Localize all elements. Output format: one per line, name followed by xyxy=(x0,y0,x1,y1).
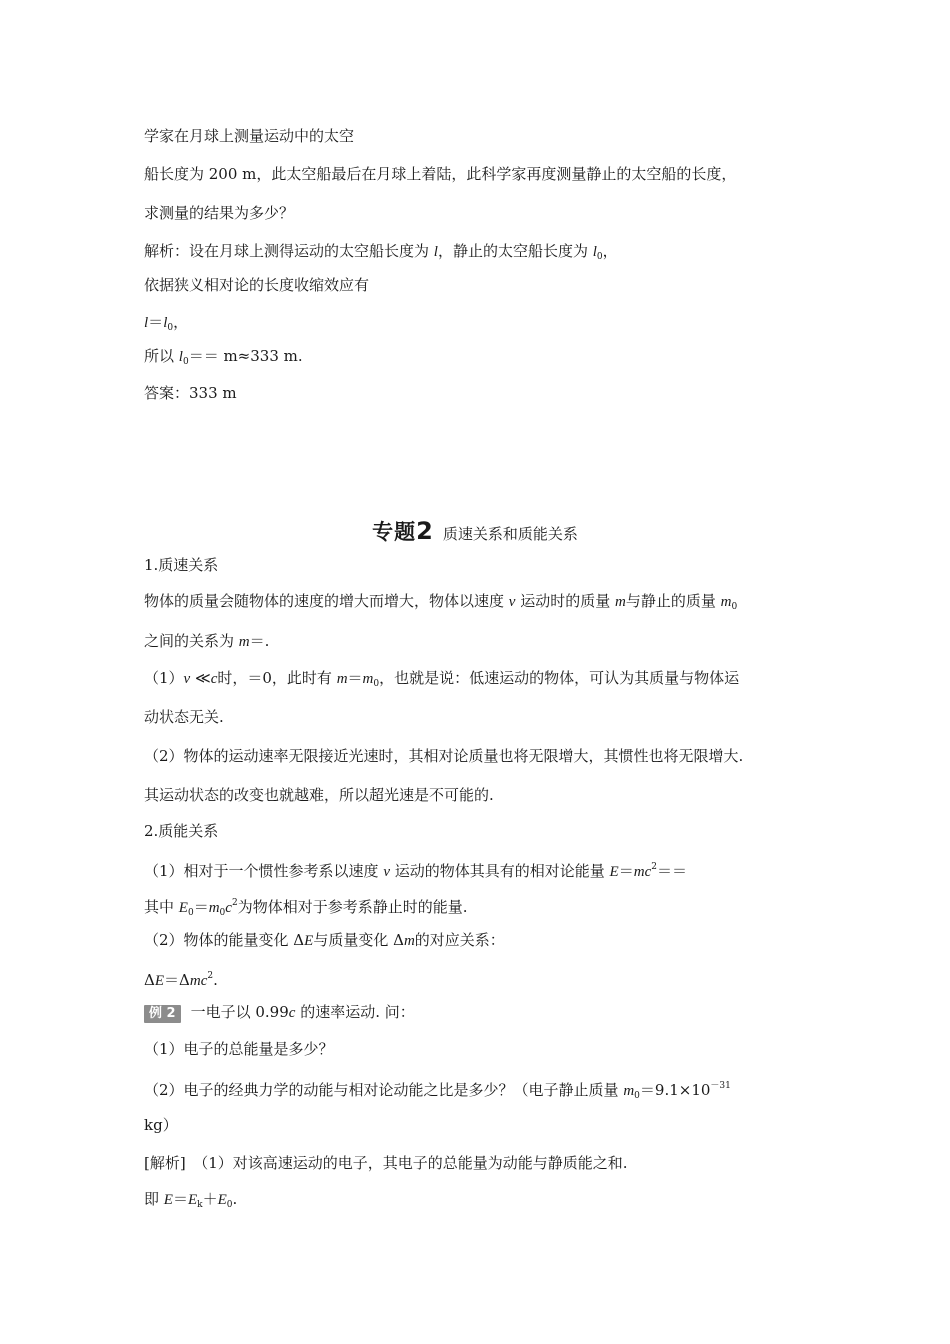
analysis-suffix: ， xyxy=(602,242,618,260)
var-l0: l xyxy=(178,349,183,365)
text: ＝9.1×10 xyxy=(639,1081,711,1099)
superscript: －31 xyxy=(710,1081,731,1091)
eq-tail: ， xyxy=(173,313,189,331)
var-E: E xyxy=(163,1192,173,1208)
subscript: 0 xyxy=(373,679,380,689)
var-m0: m xyxy=(720,594,732,610)
var-m0: m xyxy=(208,900,220,916)
text: （2）物体的能量变化 Δ xyxy=(144,931,305,949)
text: 即 xyxy=(144,1190,164,1208)
example-badge: 例 2 xyxy=(144,1005,181,1023)
subscript: 0 xyxy=(634,1091,640,1101)
text: 与静止的质量 xyxy=(625,592,721,610)
text: 物体的质量会随物体的速度的增大而增大，物体以速度 xyxy=(144,592,509,610)
section1-item1-line-1 xyxy=(144,668,739,694)
problem-text-line-3: 求测量的结果为多少？ xyxy=(144,204,295,222)
text: （1） xyxy=(144,669,184,687)
equation-line-2 xyxy=(144,346,303,372)
text: ，也就是说：低速运动的物体，可认为其质量与物体运 xyxy=(379,669,740,687)
text: ≪ xyxy=(190,669,211,687)
text: 运动时的质量 xyxy=(515,592,615,610)
var-Ek: E xyxy=(187,1192,198,1208)
section2-heading: 2.质能关系 xyxy=(144,822,219,840)
var-c: c xyxy=(288,1005,296,1021)
subscript: 0 xyxy=(731,602,738,612)
text: 之间的关系为 xyxy=(144,632,239,650)
subscript: 0 xyxy=(596,252,603,262)
var-mc: mc xyxy=(633,864,652,880)
equation-line-1 xyxy=(144,312,188,338)
text: 的速率运动. 问： xyxy=(295,1003,415,1021)
text: . xyxy=(213,971,218,989)
var-m0: m xyxy=(362,671,374,687)
topic-number: 2 xyxy=(416,517,433,545)
var-E: E xyxy=(609,864,619,880)
text: 一电子以 0.99 xyxy=(190,1003,289,1021)
var-l0: l xyxy=(163,315,168,331)
var-c: c xyxy=(225,900,232,916)
analysis-mid: ，静止的太空船长度为 xyxy=(437,242,593,260)
example-q2-line-1 xyxy=(144,1076,731,1106)
text: 其中 xyxy=(144,898,179,916)
section2-item1-line-1 xyxy=(144,857,687,882)
topic-main: 专题 xyxy=(372,520,417,544)
section2-item1-line-2 xyxy=(144,893,467,923)
text: 与质量变化 Δ xyxy=(313,931,404,949)
section1-para-line-1 xyxy=(144,591,737,617)
var-m: m xyxy=(336,671,348,687)
eq2-prefix: 所以 xyxy=(144,347,179,365)
var-E: E xyxy=(154,973,165,989)
text: （1）相对于一个惯性参考系以速度 xyxy=(144,862,384,880)
var-v: v xyxy=(508,594,516,610)
subscript: k xyxy=(197,1200,203,1210)
subscript: 0 xyxy=(167,323,174,333)
var-E: E xyxy=(304,933,314,949)
section1-item1-line-2: 动状态无关. xyxy=(144,708,224,726)
subscript: 0 xyxy=(187,908,194,918)
text: 运动的物体其具有的相对论能量 xyxy=(390,862,610,880)
text: ＝ xyxy=(172,1190,188,1208)
text: . xyxy=(232,1190,238,1208)
topic-subtitle: 质速关系和质能关系 xyxy=(442,525,578,543)
text: ＝Δ xyxy=(164,971,190,989)
analysis-prefix: 解析：设在月球上测得运动的太空船长度为 xyxy=(144,242,434,260)
text: 为物体相对于参考系静止时的能量. xyxy=(237,898,468,916)
answer-line: 答案：333 m xyxy=(144,384,237,402)
var-m: m xyxy=(238,634,250,650)
text: ＝. xyxy=(249,632,270,650)
analysis-line xyxy=(144,241,618,267)
text: 时，＝0，此时有 xyxy=(217,669,337,687)
var-mc: mc xyxy=(189,973,208,989)
topic-title xyxy=(0,516,950,546)
var-E0: E xyxy=(178,900,188,916)
var-m: m xyxy=(615,594,626,610)
var-m0: m xyxy=(623,1083,635,1099)
section1-item2-line-2: 其运动状态的改变也就越难，所以超光速是不可能的. xyxy=(144,786,494,804)
section2-item2-line-1 xyxy=(144,930,505,951)
section1-para-line-2 xyxy=(144,631,269,652)
var-c: c xyxy=(210,671,218,687)
example-q1: （1）电子的总能量是多少？ xyxy=(144,1040,334,1058)
problem-text-line-1: 学家在月球上测量运动中的太空 xyxy=(144,127,355,145)
section1-heading: 1.质速关系 xyxy=(144,556,219,574)
var-l: l xyxy=(433,244,438,260)
var-v: v xyxy=(383,864,390,880)
var-l: l xyxy=(144,315,149,331)
solution-line-1: [解析] （1）对该高速运动的电子，其电子的总能量为动能与静质能之和. xyxy=(144,1154,628,1172)
text: ＝ xyxy=(618,862,634,880)
superscript: 2 xyxy=(207,971,214,981)
example-question-line xyxy=(144,1002,415,1023)
subscript: 0 xyxy=(226,1200,233,1210)
section1-item2-line-1: （2）物体的运动速率无限接近光速时，其相对论质量也将无限增大，其惯性也将无限增大. xyxy=(144,747,744,765)
text: Δ xyxy=(144,971,155,989)
superscript: 2 xyxy=(231,898,238,908)
var-E0: E xyxy=(217,1192,227,1208)
eq2-rest: ＝＝ m≈333 m. xyxy=(188,347,303,365)
text: ＝ xyxy=(193,898,209,916)
var-l0: l xyxy=(592,244,597,260)
text: （2）电子的经典力学的动能与相对论动能之比是多少？（电子静止质量 xyxy=(144,1081,624,1099)
solution-line-2 xyxy=(144,1189,237,1215)
text: 的对应关系： xyxy=(414,931,505,949)
subscript: 0 xyxy=(219,908,226,918)
section2-item2-line-2 xyxy=(144,966,218,991)
length-contraction-line: 依据狭义相对论的长度收缩效应有 xyxy=(144,276,370,294)
superscript: 2 xyxy=(651,862,657,872)
text: ＝ xyxy=(347,669,363,687)
text: ＋ xyxy=(202,1190,218,1208)
problem-text-line-2: 船长度为 200 m，此太空船最后在月球上着陆，此科学家再度测量静止的太空船的长度， xyxy=(144,165,737,183)
equals: ＝ xyxy=(148,313,164,331)
var-v: v xyxy=(183,671,191,687)
subscript: 0 xyxy=(182,357,189,367)
example-q2-line-2: kg） xyxy=(144,1116,178,1134)
var-m: m xyxy=(403,933,415,949)
text: ＝＝ xyxy=(656,862,687,880)
